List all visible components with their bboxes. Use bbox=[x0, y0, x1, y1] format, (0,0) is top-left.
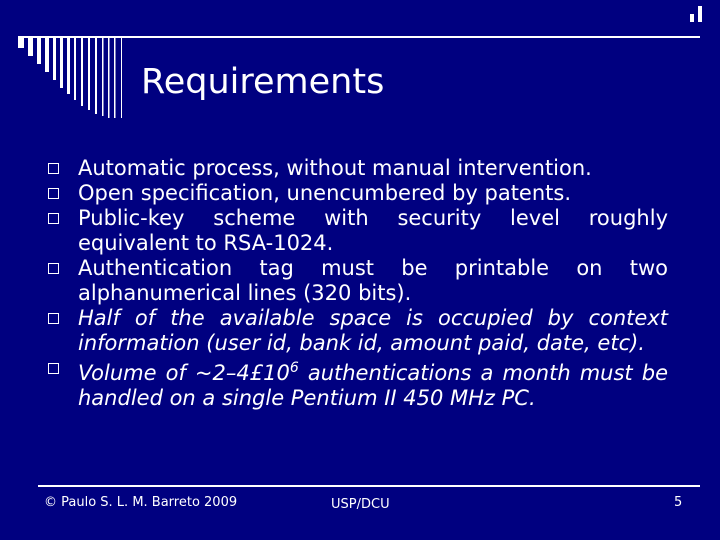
bullet-text bbox=[78, 361, 668, 410]
checkbox-bullet-icon bbox=[48, 188, 59, 199]
bullet-list bbox=[48, 156, 668, 411]
bullet-item bbox=[48, 206, 668, 256]
bullet-item bbox=[48, 181, 668, 206]
bullet-text: Automatic process, without manual intervention. bbox=[78, 156, 592, 180]
checkbox-bullet-icon bbox=[48, 363, 59, 374]
bullet-text: Open specification, unencumbered by patents. bbox=[78, 181, 572, 205]
title-decoration-bars bbox=[0, 0, 720, 120]
bullet-text-pre: Volume of ~2–4£10 bbox=[78, 361, 290, 385]
bullet-exponent: 6 bbox=[289, 360, 299, 376]
checkbox-bullet-icon bbox=[48, 313, 59, 324]
footer-author: © Paulo S. L. M. Barreto 2009 bbox=[44, 495, 238, 510]
slide-title: Requirements bbox=[141, 62, 385, 102]
checkbox-bullet-icon bbox=[48, 263, 59, 274]
bullet-text-post: authentications a month must be handled on a single Pentium II 450 MHz PC. bbox=[78, 361, 668, 410]
footer-institution: USP/DCU bbox=[331, 497, 390, 512]
slide-footer bbox=[0, 485, 720, 525]
bullet-item bbox=[48, 156, 668, 181]
checkbox-bullet-icon bbox=[48, 213, 59, 224]
checkbox-bullet-icon bbox=[48, 163, 59, 174]
bullet-item bbox=[48, 356, 668, 411]
bullet-item bbox=[48, 256, 668, 306]
bullet-text: Half of the available space is occupied by context information (user id, bank id, amount paid, date, etc). bbox=[78, 306, 668, 355]
bullet-text: Authentication tag must be printable on two alphanumerical lines (320 bits). bbox=[78, 256, 668, 305]
footer-divider bbox=[38, 485, 700, 487]
page-number: 5 bbox=[674, 495, 683, 510]
bullet-item bbox=[48, 306, 668, 356]
bullet-text: Public-key scheme with security level roughly equivalent to RSA-1024. bbox=[78, 206, 668, 255]
